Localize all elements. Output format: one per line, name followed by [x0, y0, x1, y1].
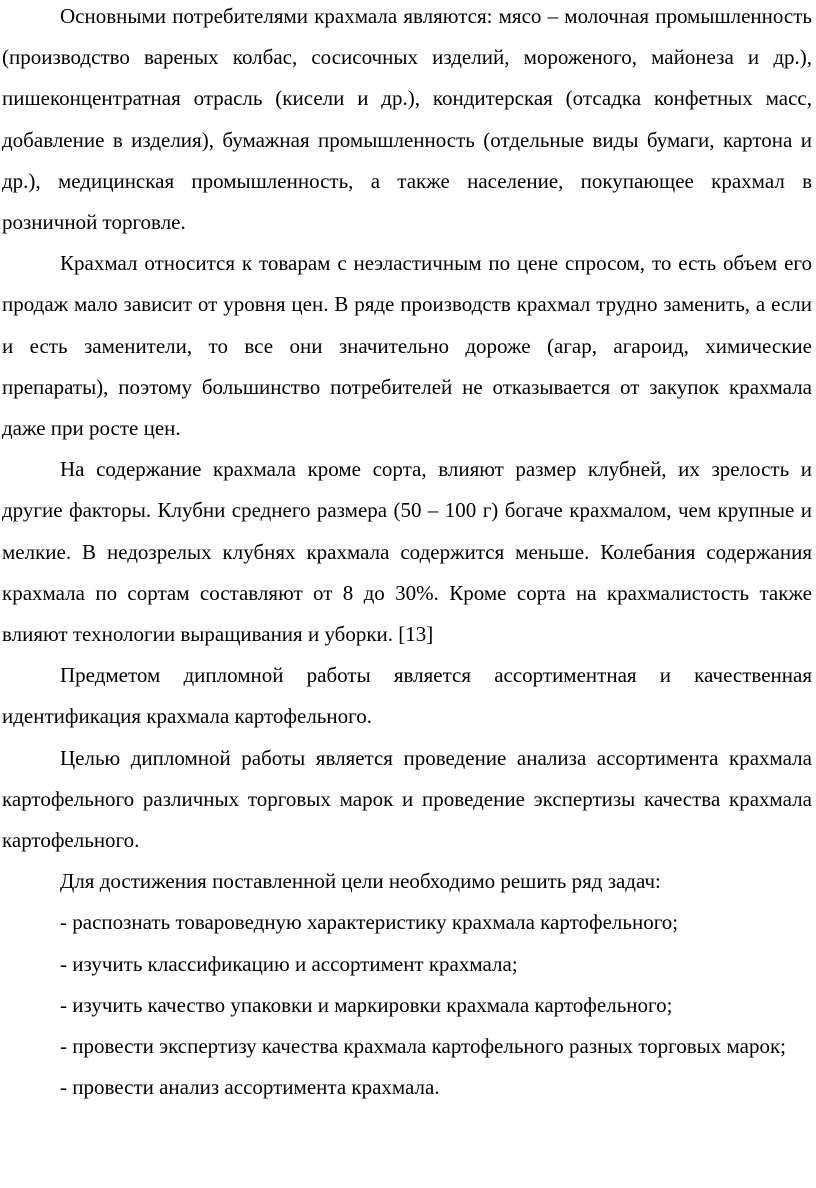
- paragraph-tasks-intro: Для достижения поставленной цели необходимо решить ряд задач:: [60, 869, 661, 894]
- task-item-4: - провести экспертизу качества крахмала картофельного разных торговых марок;: [60, 1034, 786, 1059]
- paragraph-starch-content: На содержание крахмала кроме сорта, влияют размер клубней, их зрелость и другие факторы. Клубни среднего размера (50 – 100 г) богаче крахмалом, чем крупные и мелкие. В недозрелых клубнях крахмала содержится меньше. Колебания содержания крахмала по сортам составляют от 8 до 30%. Кроме сорта на крахмалистость также влияют технологии выращивания и уборки. [13]: [2, 457, 812, 647]
- task-item-3: - изучить качество упаковки и маркировки крахмала картофельного;: [60, 992, 673, 1017]
- task-item-2: - изучить классификацию и ассортимент крахмала;: [60, 951, 518, 976]
- paragraph-goal: Целью дипломной работы является проведение анализа ассортимента крахмала картофельного различных торговых марок и проведение экспертизы качества крахмала картофельного.: [2, 745, 812, 853]
- paragraph-consumers: Основными потребителями крахмала являются: мясо – молочная промышленность (производство вареных колбас, сосисочных изделий, мороженого, майонеза и др.), пишеконцентратная отрасль (кисели и др.), кондитерская (отсадка конфетных масс, добавление в изделия), бумажная промышленность (отдельные виды бумаги, картона и др.), медицинская промышленность, а также население, покупающее крахмал в розничной торговле.: [2, 4, 812, 235]
- task-item-5: - провести анализ ассортимента крахмала.: [60, 1075, 440, 1100]
- paragraph-demand: Крахмал относится к товарам с неэластичным по цене спросом, то есть объем его продаж мало зависит от уровня цен. В ряде производств крахмал трудно заменить, а если и есть заменители, то все они значительно дороже (агар, агароид, химические препараты), поэтому большинство потребителей не отказывается от закупок крахмала даже при росте цен.: [2, 251, 812, 441]
- task-item-1: - распознать товароведную характеристику крахмала картофельного;: [60, 910, 679, 935]
- paragraph-subject: Предметом дипломной работы является ассортиментная и качественная идентификация крахмала картофельного.: [2, 663, 812, 729]
